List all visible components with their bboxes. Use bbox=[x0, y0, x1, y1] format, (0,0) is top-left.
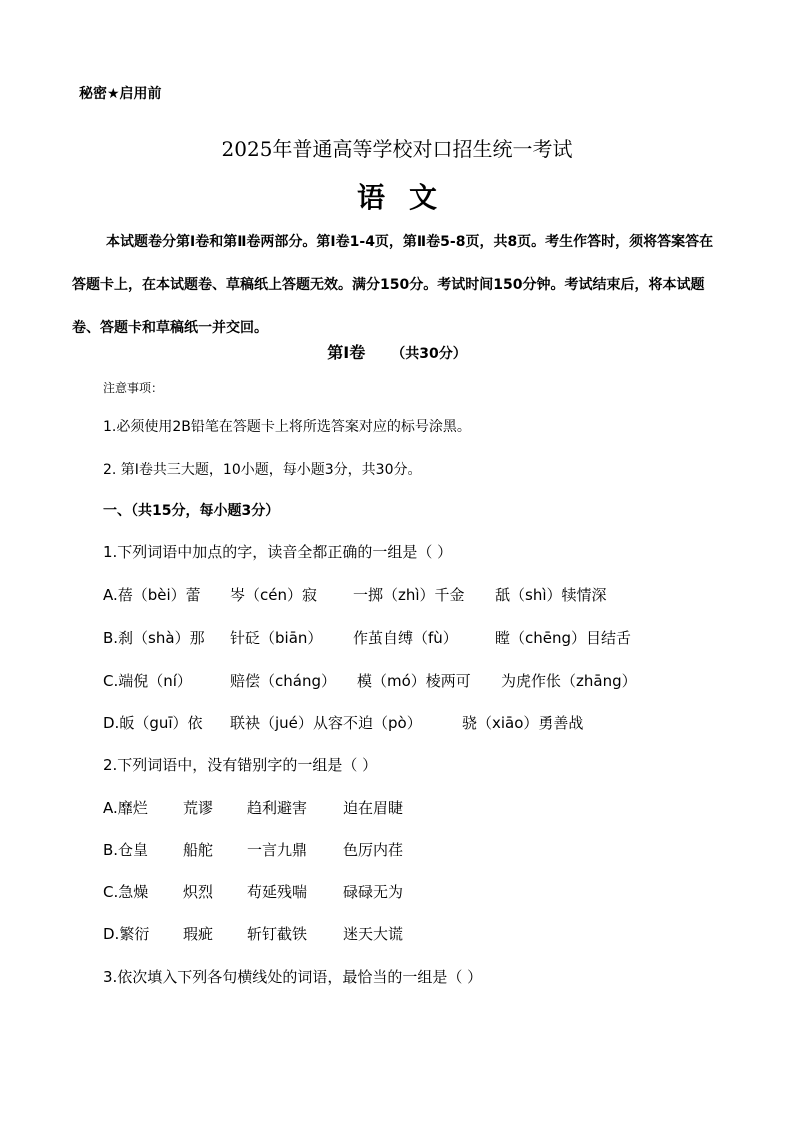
note-item: 2. 第Ⅰ卷共三大题，10小题，每小题3分，共30分。 bbox=[103, 462, 422, 478]
answer-option: D.皈（guī）依 联袂（jué）从容不迫（pò） 骁（xiāo）勇善战 bbox=[103, 714, 584, 732]
question-stem: 3.依次填入下列各句横线处的词语，最恰当的一组是（ ） bbox=[103, 968, 483, 986]
question-stem: 1.下列词语中加点的字，读音全都正确的一组是（ ） bbox=[103, 543, 453, 561]
volume-points: （共30分） bbox=[391, 346, 467, 362]
answer-option: B.刹（shà）那 针砭（biān） 作茧自缚（fù） 瞠（chēng）目结舌 bbox=[103, 629, 632, 647]
volume-heading bbox=[0, 340, 794, 363]
answer-option: D.繁衍 瑕疵 斩钉截铁 迷天大谎 bbox=[103, 925, 404, 943]
question-stem: 2.下列词语中，没有错别字的一组是（ ） bbox=[103, 756, 378, 774]
note-item: 1.必须使用2B铅笔在答题卡上将所选答案对应的标号涂黑。 bbox=[103, 419, 471, 435]
exam-instructions: 本试题卷分第Ⅰ卷和第Ⅱ卷两部分。第Ⅰ卷1-4页，第Ⅱ卷5-8页，共8页。考生作答时，须将答案答在答题卡上，在本试题卷、草稿纸上答题无效。满分150分。考试时间150分钟。考试结束后，将本试题卷、答题卡和草稿纸一并交回。 bbox=[72, 234, 714, 336]
notes-title: 注意事项： bbox=[103, 381, 164, 395]
subject-title: 语文 bbox=[356, 181, 461, 214]
answer-option: A.蓓（bèi）蕾 岑（cén）寂 一掷（zhì）千金 舐（shì）犊情深 bbox=[103, 586, 607, 604]
answer-option: A.靡烂 荒谬 趋利避害 迫在眉睫 bbox=[103, 799, 404, 817]
answer-option: C.端倪（ní） 赔偿（cháng） 模（mó）棱两可 为虎作伥（zhāng） bbox=[103, 672, 637, 690]
section-heading: 一、（共15分，每小题3分） bbox=[103, 503, 280, 519]
answer-option: B.仓皇 船舵 一言九鼎 色厉内荏 bbox=[103, 841, 404, 859]
answer-option: C.急燥 炽烈 苟延残喘 碌碌无为 bbox=[103, 883, 404, 901]
volume-title: 第Ⅰ卷 bbox=[327, 343, 366, 362]
confidential-label: 秘密★启用前 bbox=[79, 86, 162, 102]
exam-title: 2025年普通高等学校对口招生统一考试 bbox=[221, 137, 573, 161]
